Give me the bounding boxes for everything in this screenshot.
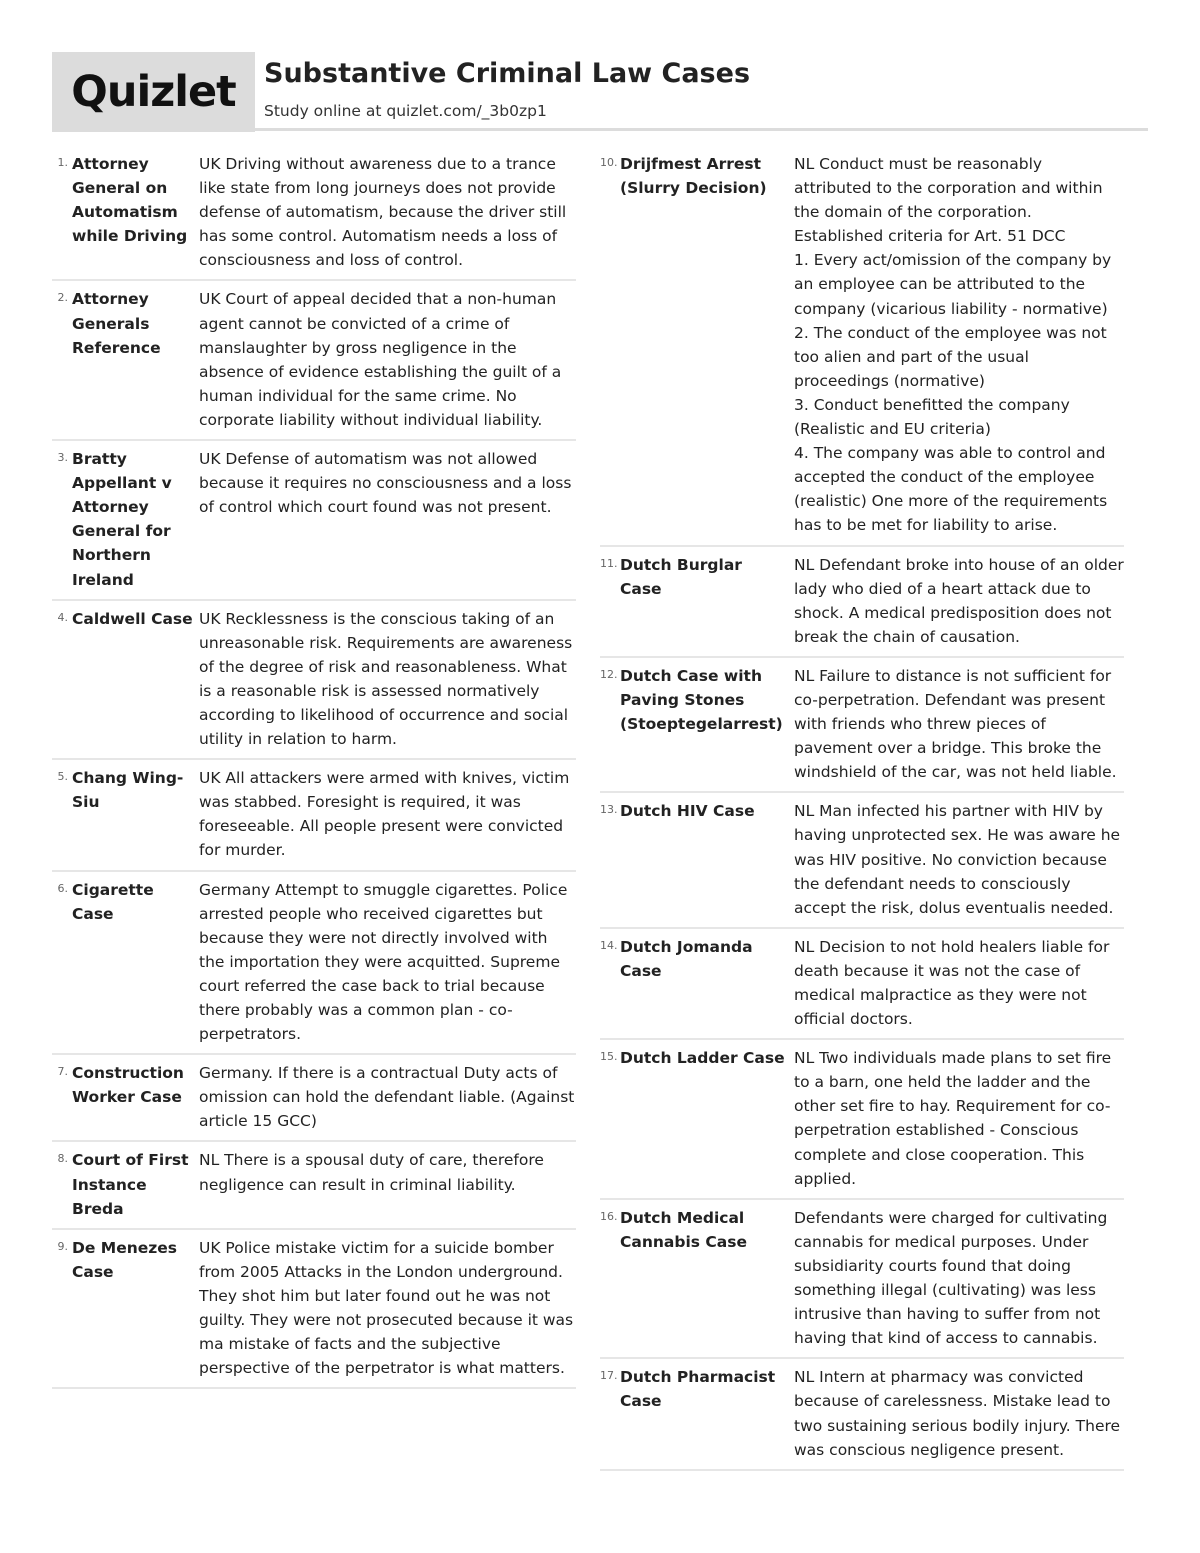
header bbox=[52, 52, 1148, 132]
entry-definition: UK Recklessness is the conscious taking of an unreasonable risk. Requirements are awareness of the degree of risk and reasonableness. What is a reasonable risk is assessed normatively according to likelihood of occurrence and social utility in relation to harm. bbox=[199, 609, 573, 749]
flashcard-entry bbox=[52, 873, 576, 1056]
entry-definition: NL Defendant broke into house of an older lady who died of a heart attack due to shock. A medical predisposition does not break the chain of causation. bbox=[794, 555, 1124, 646]
entry-term: Bratty Appellant v Attorney General for Northern Ireland bbox=[72, 450, 172, 589]
study-online-link[interactable]: Study online at quizlet.com/_3b0zp1 bbox=[264, 102, 547, 120]
flashcard-entry bbox=[600, 1201, 1124, 1360]
entry-number: 4. bbox=[57, 610, 68, 624]
flashcard-entry bbox=[52, 147, 576, 281]
entry-term: Caldwell Case bbox=[72, 609, 193, 628]
entry-number: 12. bbox=[600, 667, 618, 681]
entry-term: Dutch Jomanda Case bbox=[620, 937, 753, 980]
entry-term: Attorney General on Automatism while Driving bbox=[72, 155, 188, 246]
entry-number: 8. bbox=[57, 1152, 68, 1166]
flashcard-entry bbox=[600, 548, 1124, 658]
entry-definition: UK Defense of automatism was not allowed because it requires no consciousness and a loss of control which court found was not present. bbox=[199, 450, 572, 517]
entry-number: 6. bbox=[57, 881, 68, 895]
entry-term: Dutch Pharmacist Case bbox=[620, 1368, 776, 1411]
entry-definition: Germany Attempt to smuggle cigarettes. Police arrested people who received cigarettes but because they were not directly involved with the importation they were acquitted. Supreme court referred the case back to trial because there probably was a common plan - co-perpetrators. bbox=[199, 880, 568, 1044]
flashcard-entry bbox=[52, 1056, 576, 1142]
entry-number: 3. bbox=[57, 451, 68, 465]
logo-box[interactable] bbox=[52, 52, 255, 132]
entry-term: Chang Wing-Siu bbox=[72, 769, 184, 812]
right-column bbox=[600, 147, 1124, 1472]
flashcard-entry bbox=[600, 794, 1124, 928]
entry-definition: NL Intern at pharmacy was convicted because of carelessness. Mistake lead to two sustaining serious bodily injury. There was conscious negligence present. bbox=[794, 1368, 1121, 1459]
flashcard-entry bbox=[600, 659, 1124, 793]
entry-definition: Germany. If there is a contractual Duty acts of omission can hold the defendant liable. (Against article 15 GCC) bbox=[199, 1064, 575, 1131]
entry-number: 13. bbox=[600, 803, 618, 817]
entry-definition: NL Decision to not hold healers liable for death because it was not the case of medical malpractice as they were not official doctors. bbox=[794, 937, 1110, 1029]
flashcard-entry bbox=[52, 282, 576, 441]
entry-definition: UK Police mistake victim for a suicide bomber from 2005 Attacks in the London underground. They shot him but later found out he was not guilty. They were not prosecuted because it was ma mistake of facts and the subjective perspective of the perpetrator is what matters. bbox=[199, 1238, 574, 1378]
entry-term: Construction Worker Case bbox=[72, 1064, 184, 1107]
page-title: Substantive Criminal Law Cases bbox=[264, 58, 751, 89]
entry-term: Cigarette Case bbox=[72, 880, 154, 923]
entry-definition: NL Failure to distance is not sufficient for co-perpetration. Defendant was present with friends who threw pieces of pavement over a bridge. This broke the windshield of the car, was not held liable. bbox=[794, 666, 1117, 782]
entry-number: 11. bbox=[600, 556, 618, 570]
entry-definition: UK Court of appeal decided that a non-human agent cannot be convicted of a crime of manslaughter by gross negligence in the absence of evidence establishing the guilt of a human individual for the same crime. No corporate liability without individual liability. bbox=[199, 290, 562, 429]
entry-definition: UK All attackers were armed with knives, victim was stabbed. Foresight is required, it was foreseeable. All people present were convicted for murder. bbox=[199, 769, 570, 860]
quizlet-logo[interactable]: Quizlet bbox=[71, 67, 236, 117]
flashcard-entry bbox=[52, 442, 576, 601]
entry-number: 2. bbox=[57, 291, 68, 305]
entry-definition: NL Conduct must be reasonably attributed to the corporation and within the domain of the corporation. Established criteria for Art. 51 DCC 1. Every act/omission of the company by an employee can be attributed to the company (vicarious liability - normative) 2. The conduct of the employee was not too alien and part of the usual proceedings (normative) 3. Conduct benefitted the company (Realistic and EU criteria) 4. The company was able to control and accepted the conduct of the employee (realistic) One more of the requirements has to be met for liability to arise. bbox=[794, 155, 1112, 535]
entry-term: Dutch Medical Cannabis Case bbox=[620, 1208, 747, 1251]
entry-number: 9. bbox=[57, 1239, 68, 1253]
entry-term: Dutch Burglar Case bbox=[620, 555, 742, 598]
entry-number: 5. bbox=[57, 770, 68, 784]
entry-number: 17. bbox=[600, 1369, 618, 1383]
header-divider bbox=[255, 128, 1148, 131]
entry-term: Court of First Instance Breda bbox=[72, 1151, 189, 1218]
entry-number: 10. bbox=[600, 156, 618, 169]
entry-term: Dutch Ladder Case bbox=[620, 1049, 785, 1068]
flashcard-entry bbox=[52, 602, 576, 761]
entry-term: De Menezes Case bbox=[72, 1238, 178, 1281]
flashcard-entry bbox=[600, 1360, 1124, 1470]
entry-number: 7. bbox=[57, 1065, 68, 1079]
entry-term: Drijfmest Arrest (Slurry Decision) bbox=[620, 155, 767, 198]
entry-number: 1. bbox=[57, 156, 68, 169]
entry-definition: NL There is a spousal duty of care, therefore negligence can result in criminal liability. bbox=[199, 1151, 544, 1194]
entry-definition: UK Driving without awareness due to a trance like state from long journeys does not provide defense of automatism, because the driver still has some control. Automatism needs a loss of consciousness and loss of control. bbox=[199, 155, 567, 270]
flashcard-entry bbox=[600, 930, 1124, 1040]
entry-number: 15. bbox=[600, 1050, 618, 1064]
entry-number: 16. bbox=[600, 1209, 618, 1223]
entry-term: Dutch Case with Paving Stones (Stoeptegelarrest) bbox=[620, 666, 783, 734]
entry-definition: NL Man infected his partner with HIV by having unprotected sex. He was aware he was HIV positive. No conviction because the defendant needs to consciously accept the risk, dolus eventualis needed. bbox=[794, 802, 1121, 917]
entry-term: Dutch HIV Case bbox=[620, 802, 755, 821]
left-column bbox=[52, 147, 576, 1390]
entry-definition: NL Two individuals made plans to set fire to a barn, one held the ladder and the other set fire to hay. Requirement for co-perpetration established - Conscious complete and close cooperation. This applied. bbox=[794, 1049, 1112, 1188]
entry-number: 14. bbox=[600, 938, 618, 952]
entry-definition: Defendants were charged for cultivating cannabis for medical purposes. Under subsidiarity courts found that doing something illegal (cultivating) was less intrusive than having to suffer from not having that kind of access to cannabis. bbox=[794, 1208, 1108, 1348]
flashcard-entry bbox=[52, 1143, 576, 1229]
flashcard-entry bbox=[52, 1231, 576, 1390]
entry-term: Attorney Generals Reference bbox=[72, 290, 161, 357]
flashcard-entry bbox=[600, 1041, 1124, 1200]
flashcard-entry bbox=[600, 147, 1124, 547]
flashcard-entry bbox=[52, 761, 576, 871]
